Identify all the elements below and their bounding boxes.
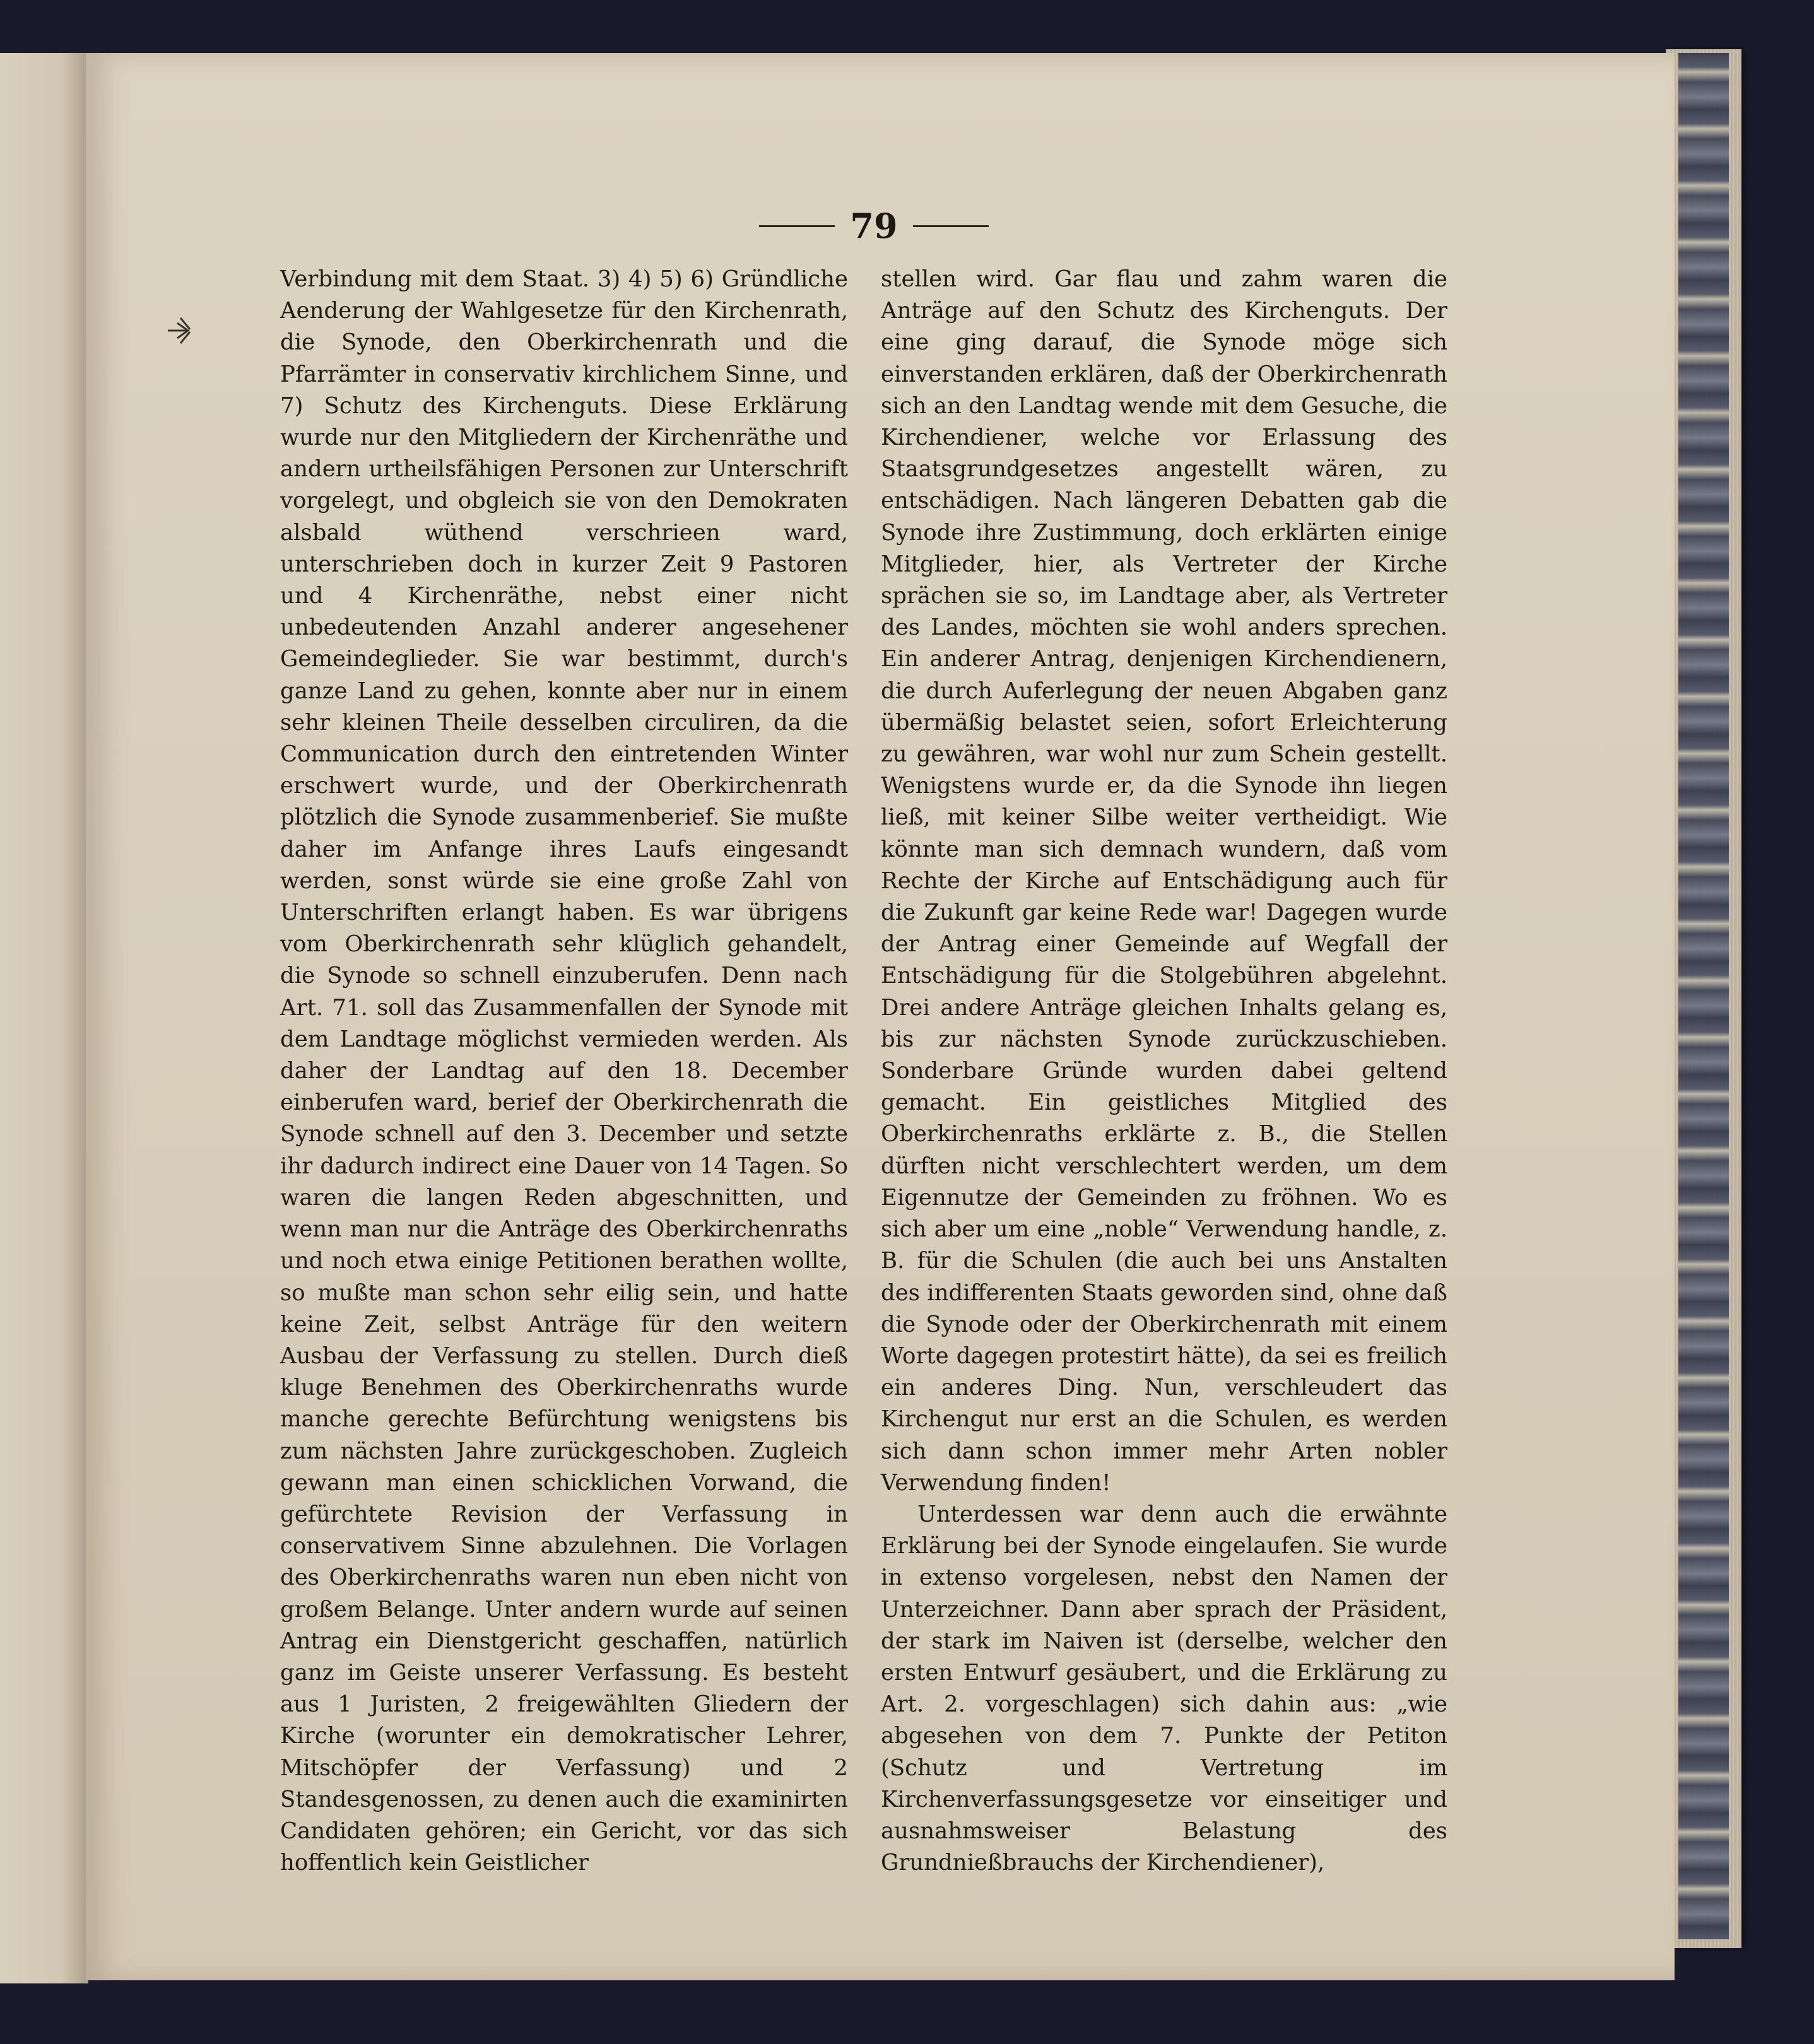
facing-page-edge: [0, 53, 88, 1983]
page-number: 79: [850, 206, 898, 246]
text-column-right: [881, 264, 1447, 1879]
paragraph: Unterdessen war denn auch die erwähnte Erklärung bei der Synode eingelaufen. Sie wurde in extenso vorgelesen, nebst den Namen der Unterzeichner. Dann aber sprach der Präsident, der stark im Naiven ist (derselbe, welcher den ersten Entwurf gesäubert, und die Erklärung zu Art. 2. vorgeschlagen) sich dahin aus: „wie abgesehen von dem 7. Punkte der Petiton (Schutz und Vertretung im Kirchenverfassungsgesetze vor einseitiger und ausnahmsweiser Belastung des Grundnießbrauchs der Kirchendiener),: [881, 1501, 1447, 1876]
header-rule-right: [913, 225, 989, 227]
book-binding: [1678, 53, 1729, 1939]
page-header: [719, 201, 1028, 251]
paper-blemish-icon: [162, 312, 206, 349]
header-rule-left: [759, 225, 835, 227]
paragraph: Verbindung mit dem Staat. 3) 4) 5) 6) Gründliche Aenderung der Wahlgesetze für den Kirchenrath, die Synode, den Oberkirchenrath und die Pfarrämter in conservativ kirchlichem Sinne, und 7) Schutz des Kirchenguts. Diese Erklärung wurde nur den Mitgliedern der Kirchenräthe und andern urtheilsfähigen Personen zur Unterschrift vorgelegt, und obgleich sie von den Demokraten alsbald wüthend verschrieen ward, unterschrieben doch in kurzer Zeit 9 Pastoren und 4 Kirchenräthe, nebst einer nicht unbedeutenden Anzahl anderer angesehener Gemeindeglieder. Sie war bestimmt, durch's ganze Land zu gehen, konnte aber nur in einem sehr kleinen Theile desselben circuliren, da die Communication durch den eintretenden Winter erschwert wurde, und der Oberkirchenrath plötzlich die Synode zusammenberief. Sie mußte daher im Anfange ihres Laufs eingesandt werden, sonst würde sie eine große Zahl von Unterschriften erlangt haben. Es war übrigens vom Oberkirchenrath sehr klüglich gehandelt, die Synode so schnell einzuberufen. Denn nach Art. 71. soll das Zusammenfallen der Synode mit dem Landtage möglichst vermieden werden. Als daher der Landtag auf den 18. December einberufen ward, berief der Oberkirchenrath die Synode schnell auf den 3. December und setzte ihr dadurch indirect eine Dauer von 14 Tagen. So waren die langen Reden abgeschnitten, und wenn man nur die Anträge des Oberkirchenraths und noch etwa einige Petitionen berathen wollte, so mußte man schon sehr eilig sein, und hatte keine Zeit, selbst Anträge für den weitern Ausbau der Verfassung zu stellen. Durch dieß kluge Benehmen des Oberkirchenraths wurde manche gerechte Befürchtung wenigstens bis zum nächsten Jahre zurückgeschoben. Zugleich gewann man einen schicklichen Vorwand, die gefürchtete Revision der Verfassung in conservativem Sinne abzulehnen. Die Vorlagen des Oberkirchenraths waren nun eben nicht von großem Belange. Unter andern wurde auf seinen Antrag ein Dienstgericht geschaffen, natürlich ganz im Geiste unserer Verfassung. Es besteht aus 1 Juristen, 2 freigewählten Gliedern der Kirche (worunter ein demokratischer Lehrer, Mitschöpfer der Verfassung) und 2 Standesgenossen, zu denen auch die examinirten Candidaten gehören; ein Gericht, vor das sich hoffentlich kein Geistlicher: [280, 266, 848, 1876]
text-column-left: [280, 264, 848, 1879]
paragraph: stellen wird. Gar flau und zahm waren die Anträge auf den Schutz des Kirchenguts. Der eine ging darauf, die Synode möge sich einverstanden erklären, daß der Oberkirchenrath sich an den Landtag wende mit dem Gesuche, die Kirchendiener, welche vor Erlassung des Staatsgrundgesetzes angestellt wären, zu entschädigen. Nach längeren Debatten gab die Synode ihre Zustimmung, doch erklärten einige Mitglieder, hier, als Vertreter der Kirche sprächen sie so, im Landtage aber, als Vertreter des Landes, möchten sie wohl anders sprechen. Ein anderer Antrag, denjenigen Kirchendienern, die durch Auferlegung der neuen Abgaben ganz übermäßig belastet seien, sofort Erleichterung zu gewähren, war wohl nur zum Schein gestellt. Wenigstens wurde er, da die Synode ihn liegen ließ, mit keiner Silbe weiter vertheidigt. Wie könnte man sich demnach wundern, daß vom Rechte der Kirche auf Entschädigung auch für die Zukunft gar keine Rede war! Dagegen wurde der Antrag einer Gemeinde auf Wegfall der Entschädigung für die Stolgebühren abgelehnt. Drei andere Anträge gleichen Inhalts gelang es, bis zur nächsten Synode zurückzuschieben. Sonderbare Gründe wurden dabei geltend gemacht. Ein geistliches Mitglied des Oberkirchenraths erklärte z. B., die Stellen dürften nicht verschlechtert werden, um dem Eigennutze der Gemeinden zu fröhnen. Wo es sich aber um eine „noble“ Verwendung handle, z. B. für die Schulen (die auch bei uns Anstalten des indifferenten Staats geworden sind, ohne daß die Synode oder der Oberkirchenrath mit einem Worte dagegen protestirt hätte), da sei es freilich ein anderes Ding. Nun, verschleudert das Kirchengut nur erst an die Schulen, es werden sich dann schon immer mehr Arten nobler Verwendung finden!: [881, 266, 1447, 1496]
